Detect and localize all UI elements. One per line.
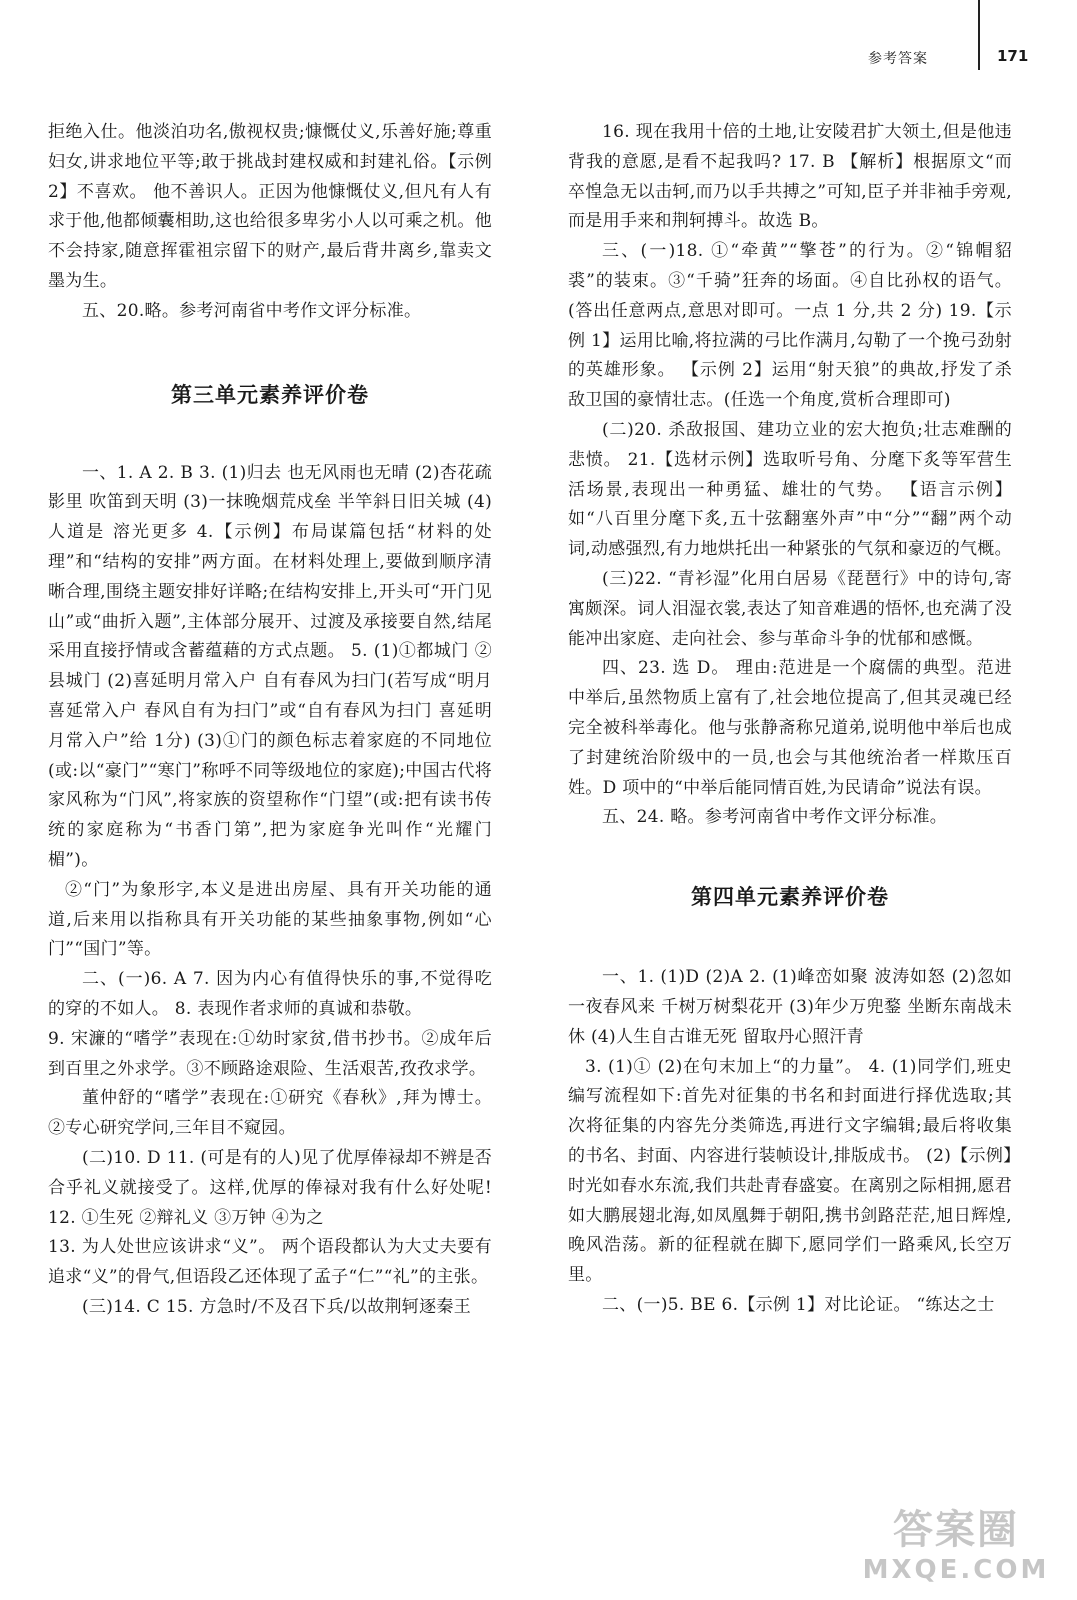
paragraph: 董仲舒的“嗜学”表现在:①研究《春秋》,拜为博士。②专心研究学问,三年目不窥园。 [48, 1088, 492, 1139]
section-title-unit-3: 第三单元素养评价卷 [171, 382, 369, 407]
paragraph: 三、(一)18. ①“牵黄”“擎苍”的行为。②“锦帽貂裘”的装束。③“千骑”狂奔的场面。④自比孙权的语气。(答出任意两点,意思对即可。一点 1 分,共 2 分) 19.【示例 1】运用比喻,将拉满的弓比作满月,勾勒了一个挽弓劲射的英雄形象。 【示例 2】运用“射天狼”的典故,抒发了杀敌卫国的豪情壮志。(任选一个角度,赏析合理即可) [568, 241, 1012, 411]
paragraph: 16. 现在我用十倍的土地,让安陵君扩大领土,但是他违背我的意愿,是看不起我吗? 17. B 【解析】根据原文“而卒惶急无以击轲,而乃以手共搏之”可知,臣子并非袖手旁观,而是用手来和荆轲搏斗。故选 B。 [568, 122, 1012, 232]
paragraph: (二)10. D 11. (可是有的人)见了优厚俸禄却不辨是否合乎礼义就接受了。这样,优厚的俸禄对我有什么好处呢! 12. ①生死 ②辩礼义 ③万钟 ④为之 [48, 1147, 492, 1228]
paragraph: (三)14. C 15. 方急时/不及召下兵/以故荆轲逐秦王 [82, 1296, 472, 1317]
paragraph: 四、23. 选 D。 理由:范进是一个腐儒的典型。范进中举后,虽然物质上富有了,社会地位提高了,但其灵魂已经完全被科举毒化。他与张静斋称兄道弟,说明他中举后也成了封建统治阶级中的一员,也会与其他统治者一样欺压百姓。D 项中的“中举后能同情百姓,为民请命”说法有误。 [568, 658, 1012, 798]
paragraph: 五、20.略。参考河南省中考作文评分标准。 [82, 300, 422, 321]
paragraph: 二、(一)5. BE 6.【示例 1】对比论证。 “练达之士 [602, 1294, 995, 1315]
paragraph: (二)20. 杀敌报国、建功立业的宏大抱负;壮志难酬的悲愤。 21.【选材示例】选取听号角、分麾下炙等军营生活场景,表现出一种勇猛、雄壮的气势。 【语言示例】如“八百里分麾下炙,五十弦翻塞外声”中“分”“翻”两个动词,动感强烈,有力地烘托出一种紧张的气氛和豪迈的气概。 [568, 419, 1012, 560]
header-divider [978, 0, 980, 70]
watermark-logo [858, 1498, 1054, 1588]
paragraph: 二、(一)6. A 7. 因为内心有值得快乐的事,不觉得吃的穿的不如人。 8. 表现作者求师的真诚和恭敬。 [48, 969, 492, 1019]
watermark-url-text: MXQE.COM [862, 1555, 1050, 1585]
right-column [568, 118, 1012, 1321]
paragraph: 一、1. (1)D (2)A 2. (1)峰峦如聚 波涛如怒 (2)忽如一夜春风来 千树万树梨花开 (3)年少万兜鍪 坐断东南战未休 (4)人生自古谁无死 留取丹心照汗青 [568, 967, 1012, 1047]
paragraph: 9. 宋濂的“嗜学”表现在:①幼时家贫,借书抄书。②成年后到百里之外求学。③不顾路途艰险、生活艰苦,孜孜求学。 [48, 1028, 492, 1079]
running-header: 参考答案 [868, 51, 928, 67]
paragraph: 五、24. 略。参考河南省中考作文评分标准。 [602, 807, 948, 828]
paragraph: (三)22. “青衫湿”化用白居易《琵琶行》中的诗句,寄寓颇深。词人泪湿衣裳,表达了知音难遇的悟怀,也充满了没能冲出家庭、走向社会、参与革命斗争的忧郁和感慨。 [568, 568, 1012, 649]
paragraph: 3. (1)① (2)在句末加上“的力量”。 4. (1)同学们,班史编写流程如下:首先对征集的书名和封面进行择优选取;其次将征集的内容先分类筛选,再进行文字编辑;最后将收集的书名、封面、内容进行装帧设计,排版成书。 (2)【示例】时光如春水东流,我们共赴青春盛宴。在离别之际相拥,愿君如大鹏展翅北海,如凤凰舞于朝阳,携书剑路茫茫,旭日辉煌,晚风浩荡。新的征程就在脚下,愿同学们一路乘风,长空万里。 [568, 1056, 1012, 1286]
paragraph: ②“门”为象形字,本义是进出房屋、具有开关功能的通道,后来用以指称具有开关功能的某些抽象事物,例如“心门”“国门”等。 [48, 879, 492, 960]
paragraph: 拒绝入仕。他淡泊功名,傲视权贵;慷慨仗义,乐善好施;尊重妇女,讲求地位平等;敢于挑战封建权威和封建礼俗。【示例2】不喜欢。 他不善识人。正因为他慷慨仗义,但凡有人有求于他,他都倾囊相助,这也给很多卑劣小人以可乘之机。他不会持家,随意挥霍祖宗留下的财产,最后背井离乡,靠卖文墨为生。 [48, 122, 492, 291]
paragraph: 一、1. A 2. B 3. (1)归去 也无风雨也无晴 (2)杏花疏影里 吹笛到天明 (3)一抹晚烟荒戍垒 半竿斜日旧关城 (4)人道是 溶光更多 4.【示例】布局谋篇包括“材料的处理”和“结构的安排”两方面。在材料处理上,要做到顺序清晰合理,围绕主题安排好详略;在结构安排上,开头可“开门见山”或“曲折入题”,主体部分展开、过渡及承接要自然,结尾采用直接抒情或含蓄蕴藉的方式点题。 5. (1)①都城门 ②县城门 (2)喜延明月常入户 自有春风为扫门(若写成“明月喜延常入户 春风自有为扫门”或“自有春风为扫门 喜延明月常入户”给 1分) (3)①门的颜色标志着家庭的不同地位(或:以“豪门”“寒门”称呼不同等级地位的家庭);中国古代将家风称为“门风”,将家族的资望称作“门望”(或:把有读书传统的家庭称为“书香门第”,把为家庭争光叫作“光耀门楣”)。 [48, 462, 492, 870]
page-number: 171 [997, 47, 1029, 65]
paragraph: 13. 为人处世应该讲求“义”。 两个语段都认为大丈夫要有追求“义”的骨气,但语段乙还体现了孟子“仁”“礼”的主张。 [48, 1237, 492, 1288]
section-title-unit-4: 第四单元素养评价卷 [691, 885, 889, 910]
left-column [48, 118, 492, 1323]
watermark-main-text: 答案圈 [893, 1507, 1019, 1553]
